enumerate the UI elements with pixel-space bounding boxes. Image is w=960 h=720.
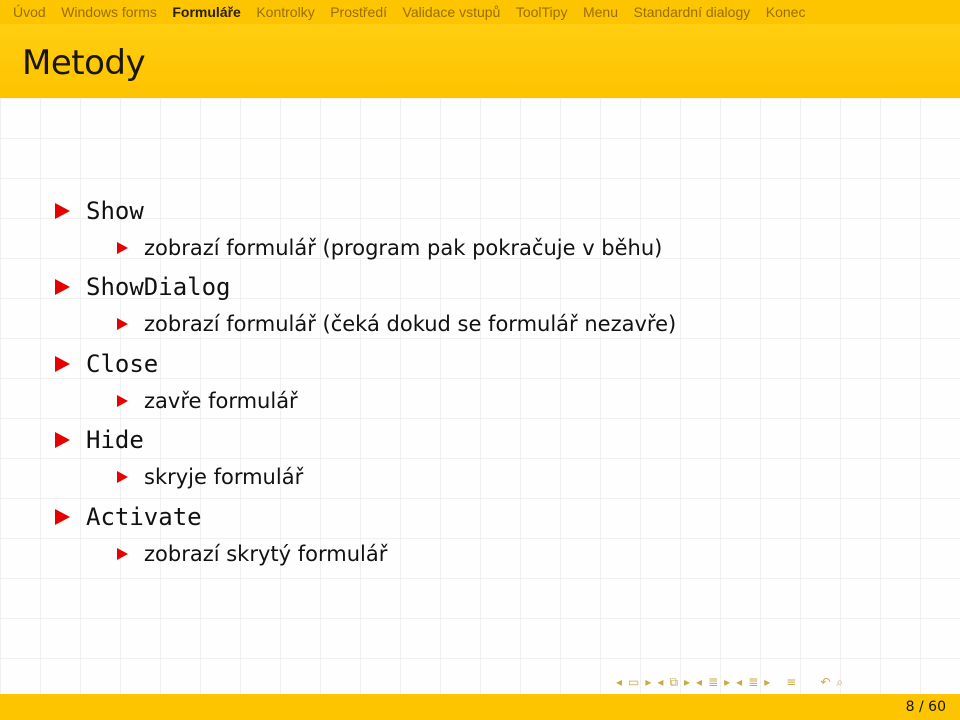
sub-bullet-triangle-icon — [117, 548, 128, 560]
method-name: Hide — [86, 426, 144, 454]
nav-back-icon[interactable]: ↶ — [820, 675, 831, 689]
list-item-method — [0, 269, 231, 305]
list-item-description — [0, 459, 303, 495]
nav-subsection-icon[interactable]: ⧉ — [669, 674, 679, 689]
list-item-description — [0, 230, 662, 266]
method-name: Activate — [86, 503, 202, 531]
title-bar — [0, 24, 960, 98]
list-item-method — [0, 193, 144, 229]
list-item-description — [0, 306, 676, 342]
nav-left-icon[interactable]: ◂ — [657, 675, 664, 689]
bullet-triangle-icon — [55, 279, 70, 295]
bullet-triangle-icon — [55, 432, 70, 448]
list-item-method — [0, 346, 158, 382]
nav-subsection-icon[interactable]: ≣ — [748, 675, 759, 689]
nav-item-formulare[interactable]: Formuláře — [172, 4, 241, 20]
method-description: skryje formulář — [144, 465, 304, 489]
method-description: zobrazí formulář (program pak pokračuje v běhu) — [144, 236, 663, 260]
sub-bullet-triangle-icon — [117, 471, 128, 483]
nav-search-icon[interactable]: ⌕ — [836, 674, 844, 689]
nav-frame-icon[interactable]: ▭ — [628, 675, 640, 689]
method-name: ShowDialog — [86, 273, 231, 301]
list-item-description — [0, 383, 298, 419]
nav-item-menu[interactable]: Menu — [582, 4, 618, 20]
nav-right-icon[interactable]: ▸ — [684, 675, 691, 689]
nav-item-validace-vstupu[interactable]: Validace vstupů — [402, 4, 501, 20]
nav-item-windows-forms[interactable]: Windows forms — [61, 4, 157, 20]
slide-title: Metody — [22, 43, 146, 83]
page-number: 8 / 60 — [905, 699, 946, 715]
list-item-method — [0, 422, 144, 458]
bullet-triangle-icon — [55, 203, 70, 219]
sub-bullet-triangle-icon — [117, 395, 128, 407]
method-name: Close — [86, 350, 159, 378]
method-description: zobrazí skrytý formulář — [144, 542, 388, 566]
footer-bar — [0, 694, 960, 720]
section-navigation — [0, 0, 960, 24]
list-item-description — [0, 536, 387, 572]
navigation-symbols — [616, 672, 849, 692]
slide-content — [0, 98, 960, 694]
method-description: zavře formulář — [144, 389, 298, 413]
nav-right-icon[interactable]: ▸ — [764, 675, 771, 689]
nav-right-icon[interactable]: ▸ — [645, 675, 652, 689]
method-description: zobrazí formulář (čeká dokud se formulář nezavře) — [144, 312, 677, 336]
nav-item-prostredi[interactable]: Prostředí — [330, 4, 388, 20]
nav-left-icon[interactable]: ◂ — [616, 675, 623, 689]
sub-bullet-triangle-icon — [117, 318, 128, 330]
sub-bullet-triangle-icon — [117, 242, 128, 254]
nav-section-icon[interactable]: ≣ — [708, 675, 719, 689]
nav-left-icon[interactable]: ◂ — [736, 675, 743, 689]
nav-item-konec[interactable]: Konec — [765, 4, 806, 20]
nav-item-tooltipy[interactable]: ToolTipy — [515, 4, 568, 20]
nav-item-uvod[interactable]: Úvod — [13, 4, 46, 20]
nav-right-icon[interactable]: ▸ — [724, 675, 731, 689]
method-name: Show — [86, 197, 144, 225]
nav-item-standardni-dialogy[interactable]: Standardní dialogy — [633, 4, 751, 20]
nav-left-icon[interactable]: ◂ — [696, 675, 703, 689]
list-item-method — [0, 499, 202, 535]
nav-align-icon[interactable]: ≡ — [786, 675, 797, 689]
bullet-triangle-icon — [55, 509, 70, 525]
nav-item-kontrolky[interactable]: Kontrolky — [256, 4, 315, 20]
bullet-triangle-icon — [55, 356, 70, 372]
